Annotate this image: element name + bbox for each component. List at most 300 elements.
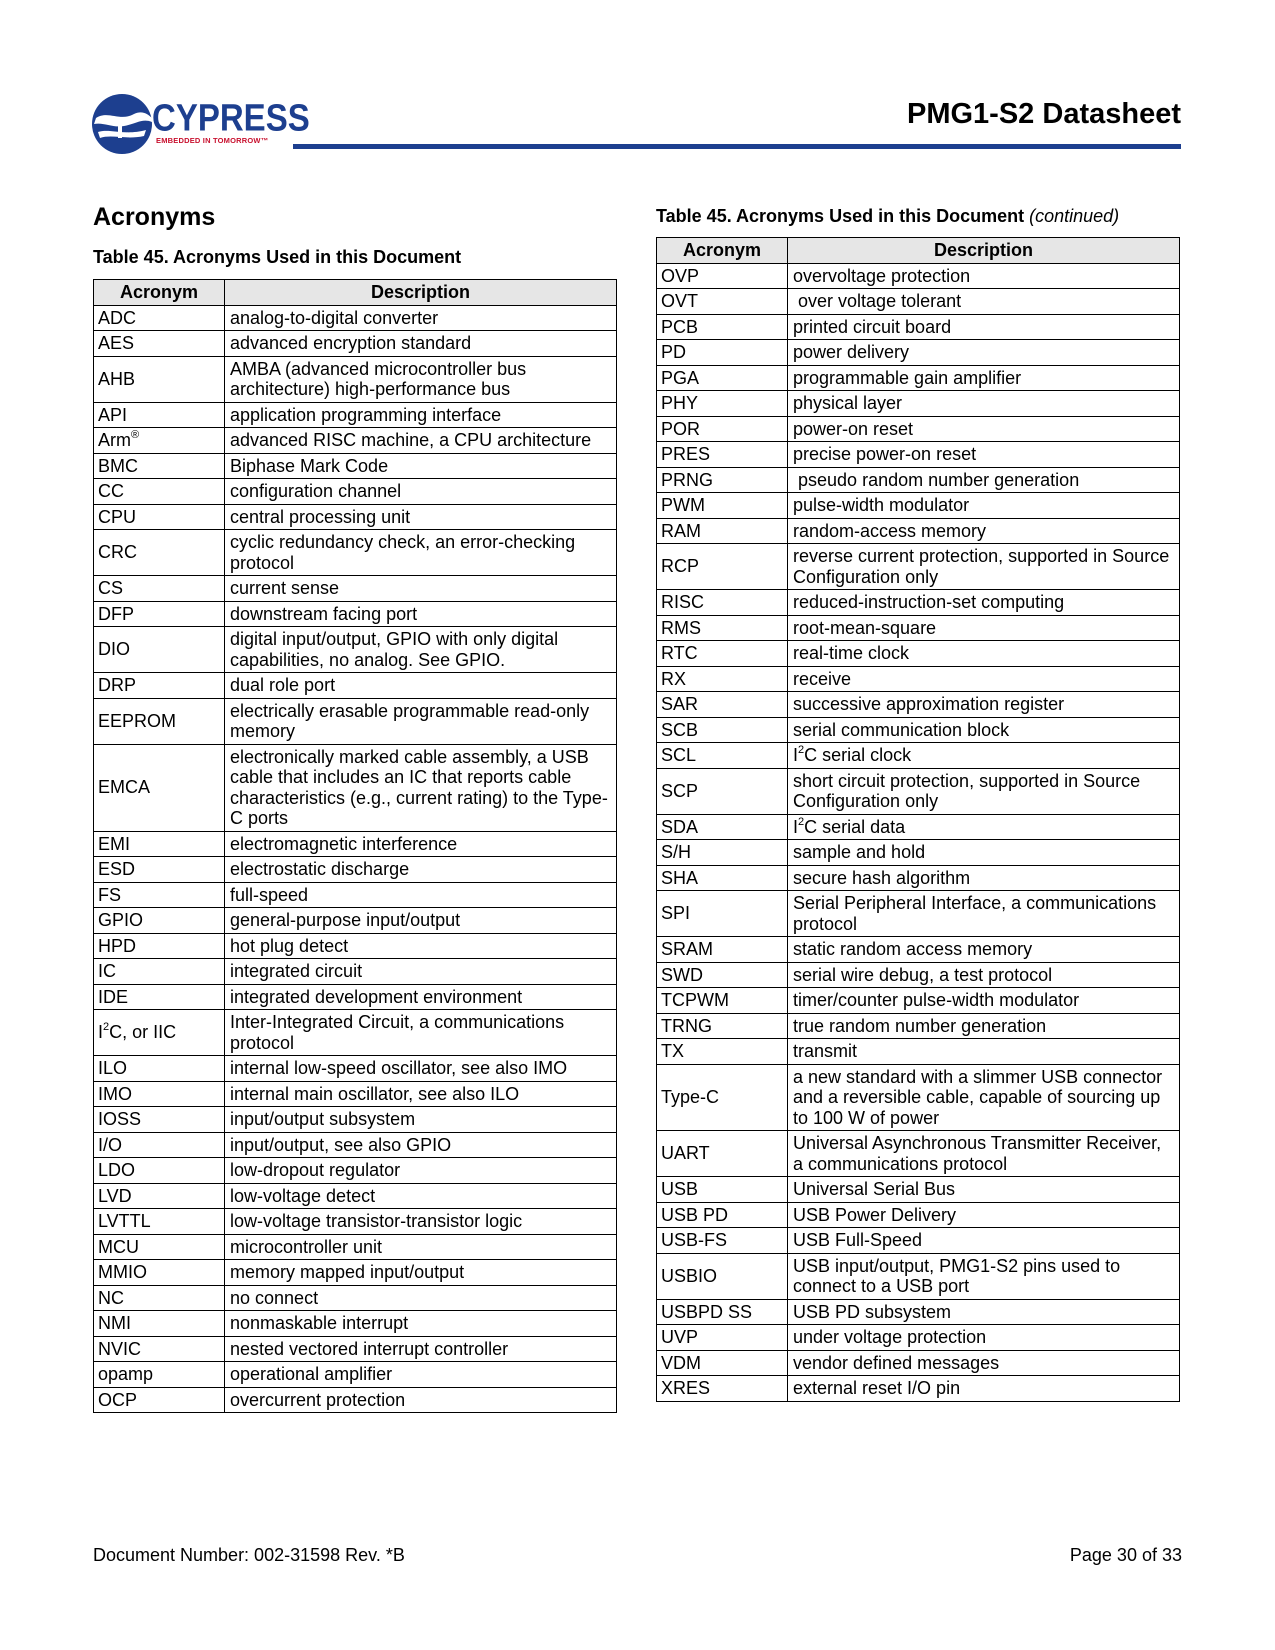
table-body-left	[94, 305, 617, 1413]
table-row	[94, 1234, 617, 1260]
section-title: Acronyms	[93, 203, 216, 231]
description-text: static random access memory	[793, 939, 1033, 959]
acronym-cell	[657, 1228, 788, 1254]
description-text: dual role port	[230, 675, 336, 695]
description-text: low-voltage transistor-transistor logic	[230, 1211, 523, 1231]
table-row	[657, 1064, 1180, 1131]
description-text: vendor defined messages	[793, 1352, 1000, 1373]
col-header-acronym: Acronym	[657, 238, 788, 264]
description-text: electromagnetic interference	[230, 833, 458, 854]
table-row	[657, 289, 1180, 315]
acronym-cell	[657, 615, 788, 641]
description-text: USB Power Delivery	[793, 1204, 957, 1225]
description-cell	[225, 428, 617, 454]
acronym-cell	[94, 1010, 225, 1056]
description-text: receive	[793, 668, 852, 689]
acronym-cell	[94, 698, 225, 744]
description-cell	[225, 831, 617, 857]
acronym-cell	[657, 1013, 788, 1039]
description-text: overcurrent protection	[230, 1389, 406, 1410]
acronym-cell	[657, 641, 788, 667]
description-text: digital input/output, GPIO with only digital capabilities, no analog. See GPIO.	[230, 629, 564, 670]
description-cell	[788, 391, 1180, 417]
table-row	[657, 641, 1180, 667]
description-cell	[788, 814, 1180, 840]
description-cell	[225, 1209, 617, 1235]
acronym-cell	[94, 627, 225, 673]
description-cell	[225, 857, 617, 883]
description-text: reverse current protection, supported in Source Configuration only	[793, 546, 1175, 587]
description-cell	[788, 666, 1180, 692]
acronym-cell	[94, 1183, 225, 1209]
table-row	[657, 1013, 1180, 1039]
table-row	[94, 744, 617, 831]
description-cell	[225, 1311, 617, 1337]
description-text: precise power-on reset	[793, 444, 977, 464]
description-text: integrated development environment	[230, 986, 523, 1007]
description-cell	[788, 615, 1180, 641]
table-row	[94, 1387, 617, 1413]
description-text: programmable gain amplifier	[793, 367, 1022, 388]
acronym-cell	[94, 933, 225, 959]
description-cell	[788, 263, 1180, 289]
acronym-text: GPIO	[98, 910, 144, 930]
description-text: Inter-Integrated Circuit, a communications protocol	[230, 1012, 570, 1053]
acronym-text: PD	[661, 342, 687, 362]
acronym-text: OCP	[98, 1389, 138, 1410]
acronym-text: NVIC	[98, 1338, 142, 1359]
acronym-text: LVTTL	[98, 1211, 151, 1231]
acronym-cell	[657, 590, 788, 616]
acronym-text: DIO	[98, 639, 131, 660]
acronym-text: S/H	[661, 842, 692, 862]
table-row	[94, 831, 617, 857]
description-cell	[225, 984, 617, 1010]
table-body-right	[657, 263, 1180, 1401]
description-cell	[788, 1350, 1180, 1376]
description-text: no connect	[230, 1287, 319, 1308]
acronym-text: SDA	[661, 816, 699, 837]
description-cell	[225, 1132, 617, 1158]
table-row	[94, 1260, 617, 1286]
acronym-text: MCU	[98, 1236, 139, 1257]
acronym-text: SWD	[661, 964, 703, 985]
acronym-text: USBPD SS	[661, 1301, 753, 1322]
table-row	[657, 442, 1180, 468]
table-row	[657, 467, 1180, 493]
acronym-text: AES	[98, 333, 135, 353]
description-text: root-mean-square	[793, 617, 937, 638]
description-text: serial wire debug, a test protocol	[793, 964, 1053, 985]
acronym-cell	[657, 442, 788, 468]
acronym-cell	[94, 305, 225, 331]
acronyms-table-right	[656, 237, 1180, 1402]
description-text: input/output subsystem	[230, 1109, 416, 1129]
acronym-text: NMI	[98, 1313, 131, 1333]
description-cell	[225, 1010, 617, 1056]
acronym-text: SCB	[661, 719, 699, 740]
acronym-cell	[94, 1285, 225, 1311]
acronym-cell	[657, 518, 788, 544]
description-text: analog-to-digital converter	[230, 307, 439, 328]
table-row	[657, 493, 1180, 519]
table-row	[94, 857, 617, 883]
description-cell	[788, 289, 1180, 315]
acronym-text: VDM	[661, 1352, 701, 1373]
description-text: reduced-instruction-set computing	[793, 592, 1065, 612]
acronym-cell	[94, 882, 225, 908]
acronym-text: FS	[98, 884, 122, 905]
cypress-globe-icon	[90, 92, 154, 156]
table-row	[657, 865, 1180, 891]
table-row	[657, 1177, 1180, 1203]
acronym-cell	[94, 831, 225, 857]
table-row	[94, 1285, 617, 1311]
table-row	[657, 666, 1180, 692]
description-text: electrostatic discharge	[230, 859, 410, 879]
acronym-cell	[657, 544, 788, 590]
description-text: C serial data	[804, 816, 906, 837]
acronym-cell	[94, 1209, 225, 1235]
acronym-cell	[94, 1260, 225, 1286]
acronym-cell	[94, 1081, 225, 1107]
acronym-text: ILO	[98, 1058, 128, 1078]
description-cell	[225, 673, 617, 699]
acronym-text: TCPWM	[661, 990, 729, 1010]
acronym-text: UART	[661, 1143, 710, 1164]
acronym-text: CRC	[98, 542, 137, 563]
acronym-superscript: ®	[131, 429, 140, 441]
acronym-text: AHB	[98, 368, 136, 389]
description-cell	[788, 692, 1180, 718]
description-text: under voltage protection	[793, 1327, 987, 1347]
description-text: low-dropout regulator	[230, 1160, 401, 1180]
description-cell	[788, 365, 1180, 391]
description-cell	[225, 576, 617, 602]
acronym-cell	[657, 988, 788, 1014]
description-text: electrically erasable programmable read-only memory	[230, 700, 595, 741]
acronym-superscript: 2	[103, 1021, 110, 1034]
acronym-text: Type-C	[661, 1087, 720, 1107]
table-row	[657, 544, 1180, 590]
acronym-cell	[94, 857, 225, 883]
description-text: over voltage tolerant	[793, 291, 962, 311]
table-row	[94, 1010, 617, 1056]
description-cell	[788, 590, 1180, 616]
description-cell	[788, 544, 1180, 590]
acronym-cell	[94, 479, 225, 505]
description-text: C serial clock	[804, 745, 912, 765]
description-text: true random number generation	[793, 1015, 1047, 1036]
table-row	[94, 504, 617, 530]
table-row	[94, 428, 617, 454]
acronym-cell	[94, 673, 225, 699]
description-cell	[225, 504, 617, 530]
description-cell	[788, 493, 1180, 519]
acronym-cell	[657, 416, 788, 442]
description-cell	[788, 518, 1180, 544]
table-row	[657, 891, 1180, 937]
description-text: Biphase Mark Code	[230, 455, 389, 476]
description-cell	[788, 768, 1180, 814]
acronym-text-suffix: C, or IIC	[109, 1022, 177, 1043]
acronym-text: HPD	[98, 935, 137, 956]
description-cell	[788, 1064, 1180, 1131]
acronym-text: ADC	[98, 307, 137, 328]
description-text: short circuit protection, supported in Source Configuration only	[793, 770, 1146, 811]
description-cell	[225, 1336, 617, 1362]
description-cell	[788, 988, 1180, 1014]
description-text: current sense	[230, 578, 340, 598]
acronym-cell	[657, 1350, 788, 1376]
description-text: physical layer	[793, 393, 903, 413]
col-header-description: Description	[225, 280, 617, 306]
acronym-text: IDE	[98, 986, 129, 1007]
description-text: USB input/output, PMG1-S2 pins used to connect to a USB port	[793, 1255, 1126, 1296]
description-cell	[788, 865, 1180, 891]
acronym-cell	[94, 331, 225, 357]
table-row	[94, 1183, 617, 1209]
table-row	[657, 263, 1180, 289]
acronym-cell	[657, 717, 788, 743]
acronym-text: RX	[661, 668, 687, 689]
acronym-cell	[94, 959, 225, 985]
description-text: nested vectored interrupt controller	[230, 1338, 509, 1359]
description-cell	[225, 882, 617, 908]
acronym-cell	[94, 908, 225, 934]
table-row	[94, 1056, 617, 1082]
acronym-cell	[657, 289, 788, 315]
description-text: secure hash algorithm	[793, 867, 971, 888]
description-cell	[788, 641, 1180, 667]
acronym-cell	[657, 1325, 788, 1351]
table-row	[657, 717, 1180, 743]
table-row	[94, 959, 617, 985]
acronym-text: I/O	[98, 1134, 123, 1155]
acronym-cell	[657, 743, 788, 769]
description-text: external reset I/O pin	[793, 1378, 961, 1398]
description-text: printed circuit board	[793, 316, 952, 337]
acronym-text: USBIO	[661, 1265, 718, 1286]
table-row	[94, 673, 617, 699]
acronym-cell	[657, 493, 788, 519]
description-cell	[225, 1158, 617, 1184]
description-cell	[225, 1260, 617, 1286]
description-cell	[225, 908, 617, 934]
description-cell	[788, 937, 1180, 963]
acronym-cell	[94, 402, 225, 428]
footer-document-number: Document Number: 002-31598 Rev. *B	[93, 1545, 405, 1565]
description-text: AMBA (advanced microcontroller bus architecture) high-performance bus	[230, 358, 532, 399]
acronym-text: RTC	[661, 643, 698, 663]
acronym-cell	[657, 891, 788, 937]
table-row	[94, 530, 617, 576]
acronym-text: UVP	[661, 1327, 699, 1347]
description-text: internal low-speed oscillator, see also IMO	[230, 1058, 568, 1078]
description-cell	[225, 601, 617, 627]
acronym-text: DRP	[98, 675, 137, 695]
acronym-text: EEPROM	[98, 710, 177, 731]
description-cell	[225, 933, 617, 959]
acronym-text: SAR	[661, 694, 699, 714]
description-cell	[788, 416, 1180, 442]
acronym-text: CPU	[98, 506, 137, 527]
table-row	[657, 1202, 1180, 1228]
acronym-text: PWM	[661, 495, 705, 515]
table-row	[94, 331, 617, 357]
table-row	[94, 698, 617, 744]
acronym-text: PCB	[661, 316, 699, 337]
table-row	[657, 1039, 1180, 1065]
description-cell	[788, 717, 1180, 743]
table-row	[657, 814, 1180, 840]
acronym-text: LVD	[98, 1185, 132, 1206]
acronym-text: PHY	[661, 393, 699, 413]
description-cell	[788, 1325, 1180, 1351]
description-text: configuration channel	[230, 481, 402, 501]
acronym-text: IC	[98, 961, 116, 981]
description-cell	[225, 1234, 617, 1260]
table-row	[657, 1131, 1180, 1177]
acronym-cell	[657, 467, 788, 493]
acronym-text: EMCA	[98, 777, 151, 798]
table-row	[94, 576, 617, 602]
description-cell	[225, 1056, 617, 1082]
acronym-text: NC	[98, 1287, 124, 1308]
acronym-text: RISC	[661, 592, 705, 612]
table-row	[94, 1209, 617, 1235]
table-row	[657, 1325, 1180, 1351]
table-row	[94, 1336, 617, 1362]
header-rule	[293, 144, 1181, 149]
cypress-logo	[90, 90, 310, 156]
acronym-cell	[94, 428, 225, 454]
description-cell	[225, 959, 617, 985]
acronym-text: USB	[661, 1179, 699, 1199]
description-cell	[788, 1228, 1180, 1254]
description-text: pseudo random number generation	[793, 469, 1080, 490]
description-text: cyclic redundancy check, an error-checking protocol	[230, 532, 581, 573]
description-text: full-speed	[230, 884, 309, 905]
table-row	[94, 479, 617, 505]
caption-right-suffix: (continued)	[1029, 206, 1120, 226]
acronym-cell	[94, 576, 225, 602]
table-row	[94, 305, 617, 331]
description-cell	[788, 467, 1180, 493]
description-cell	[788, 314, 1180, 340]
acronym-cell	[657, 840, 788, 866]
table-row	[657, 768, 1180, 814]
acronym-text: PRES	[661, 444, 711, 464]
description-cell	[225, 1107, 617, 1133]
table-row	[94, 984, 617, 1010]
acronyms-table-left	[93, 279, 617, 1413]
description-text: low-voltage detect	[230, 1185, 376, 1206]
acronym-text: XRES	[661, 1378, 711, 1398]
col-header-description: Description	[788, 238, 1180, 264]
acronym-text: RCP	[661, 556, 700, 577]
table-row	[94, 908, 617, 934]
acronym-cell	[657, 666, 788, 692]
acronym-text: opamp	[98, 1364, 154, 1384]
description-text: advanced RISC machine, a CPU architecture	[230, 430, 592, 450]
acronym-cell	[657, 937, 788, 963]
acronym-text: TX	[661, 1041, 685, 1061]
acronym-cell	[657, 314, 788, 340]
description-cell	[225, 1387, 617, 1413]
table-row	[657, 1299, 1180, 1325]
acronym-text: DFP	[98, 603, 134, 624]
description-cell	[788, 743, 1180, 769]
description-cell	[225, 627, 617, 673]
table-row	[657, 416, 1180, 442]
table-row	[94, 356, 617, 402]
description-cell	[788, 1131, 1180, 1177]
description-cell	[788, 1039, 1180, 1065]
description-text: application programming interface	[230, 404, 502, 425]
table-row	[94, 402, 617, 428]
description-cell	[788, 840, 1180, 866]
acronym-text: OVP	[661, 265, 700, 286]
description-text: memory mapped input/output	[230, 1262, 465, 1282]
acronym-text: SPI	[661, 903, 691, 924]
table-row	[94, 627, 617, 673]
description-cell	[788, 340, 1180, 366]
table-row	[657, 340, 1180, 366]
acronym-text: API	[98, 404, 128, 425]
table-header-row	[657, 238, 1180, 264]
acronym-cell	[657, 1064, 788, 1131]
description-cell	[788, 1299, 1180, 1325]
description-text: advanced encryption standard	[230, 333, 472, 353]
table-row	[94, 882, 617, 908]
acronym-text: TRNG	[661, 1015, 712, 1036]
description-text: microcontroller unit	[230, 1236, 383, 1257]
description-text: electronically marked cable assembly, a USB cable that includes an IC that reports cable characteristics (e.g., current rating) to the Type-C ports	[230, 746, 608, 828]
description-cell	[225, 331, 617, 357]
acronym-text: EMI	[98, 833, 131, 854]
acronym-text: OVT	[661, 291, 699, 311]
description-superscript: 2	[798, 815, 805, 828]
description-cell	[788, 442, 1180, 468]
acronym-cell	[657, 391, 788, 417]
table-row	[657, 365, 1180, 391]
acronym-cell	[94, 1107, 225, 1133]
description-text: operational amplifier	[230, 1364, 393, 1384]
acronym-cell	[94, 984, 225, 1010]
description-cell	[225, 305, 617, 331]
description-cell	[225, 530, 617, 576]
description-text: transmit	[793, 1041, 858, 1061]
table-row	[657, 937, 1180, 963]
acronym-text: LDO	[98, 1160, 136, 1180]
description-cell	[225, 1285, 617, 1311]
acronym-text: SHA	[661, 867, 699, 888]
acronym-cell	[657, 865, 788, 891]
description-text: power delivery	[793, 342, 910, 362]
description-text: internal main oscillator, see also ILO	[230, 1083, 520, 1104]
description-text: input/output, see also GPIO	[230, 1134, 452, 1155]
description-cell	[225, 698, 617, 744]
description-text: downstream facing port	[230, 603, 418, 624]
table-row	[657, 314, 1180, 340]
table-row	[94, 601, 617, 627]
table-caption-right	[656, 206, 1119, 227]
table-row	[657, 1350, 1180, 1376]
acronym-text: USB PD	[661, 1204, 729, 1225]
acronym-cell	[94, 1056, 225, 1082]
footer-page-number: Page 30 of 33	[1069, 1545, 1182, 1565]
